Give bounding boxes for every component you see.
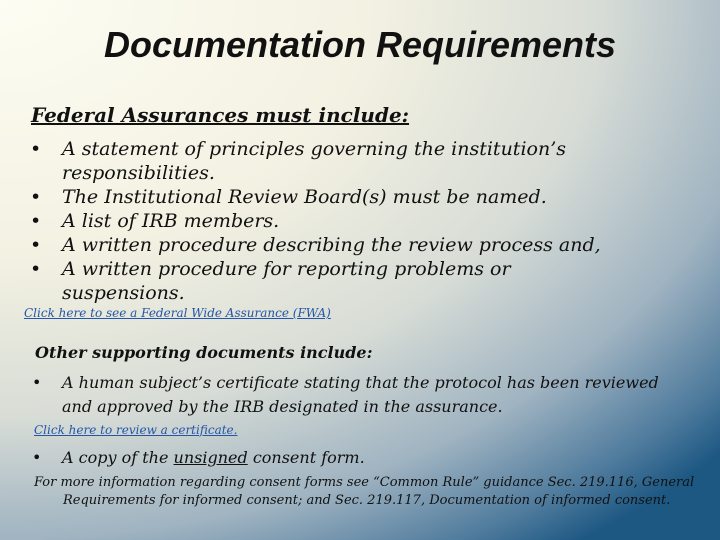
list-item-text: A written procedure describing the review process and, — [62, 234, 601, 256]
bullet-icon: • — [32, 448, 42, 467]
list-item — [30, 185, 630, 209]
bullet-icon: • — [32, 373, 42, 392]
footnote — [34, 474, 694, 510]
section-heading-supporting-documents: Other supporting documents include: — [35, 343, 373, 362]
list-item-text-pre: A copy of the — [62, 448, 174, 467]
fwa-link[interactable]: Click here to see a Federal Wide Assurance (FWA) — [24, 306, 331, 320]
section-heading-federal-assurances: Federal Assurances must include: — [31, 103, 410, 127]
federal-assurances-list — [30, 137, 630, 305]
list-item — [30, 137, 630, 185]
list-item-text: A human subject’s certificate stating that the protocol has been reviewed and approved by the IRB designated in the assurance. — [62, 373, 659, 416]
bullet-icon: • — [30, 210, 42, 232]
list-item — [32, 371, 672, 419]
list-item-text: A statement of principles governing the institution’s responsibilities. — [62, 138, 566, 184]
bullet-icon: • — [30, 258, 42, 280]
list-item-text: The Institutional Review Board(s) must be named. — [62, 186, 547, 208]
list-item-text: A list of IRB members. — [62, 210, 280, 232]
list-item — [30, 257, 630, 305]
list-item — [32, 446, 672, 470]
list-item — [30, 233, 630, 257]
list-item-text-post: consent form. — [247, 448, 365, 467]
footnote-line-2: Requirements for informed consent; and Sec. 219.117, Documentation of informed consent. — [63, 493, 671, 508]
slide-title: Documentation Requirements — [103, 24, 617, 65]
bullet-icon: • — [30, 138, 42, 160]
supporting-documents-list — [32, 371, 672, 419]
footnote-line-1: For more information regarding consent forms see “Common Rule” guidance Sec. 219.116, General — [34, 475, 695, 490]
unsigned-emphasis: unsigned — [173, 448, 248, 467]
bullet-icon: • — [30, 234, 42, 256]
list-item — [30, 209, 630, 233]
certificate-link[interactable]: Click here to review a certificate. — [34, 423, 238, 437]
bullet-icon: • — [30, 186, 42, 208]
list-item-text: A written procedure for reporting problems or suspensions. — [62, 258, 511, 304]
consent-form-list — [32, 446, 672, 470]
